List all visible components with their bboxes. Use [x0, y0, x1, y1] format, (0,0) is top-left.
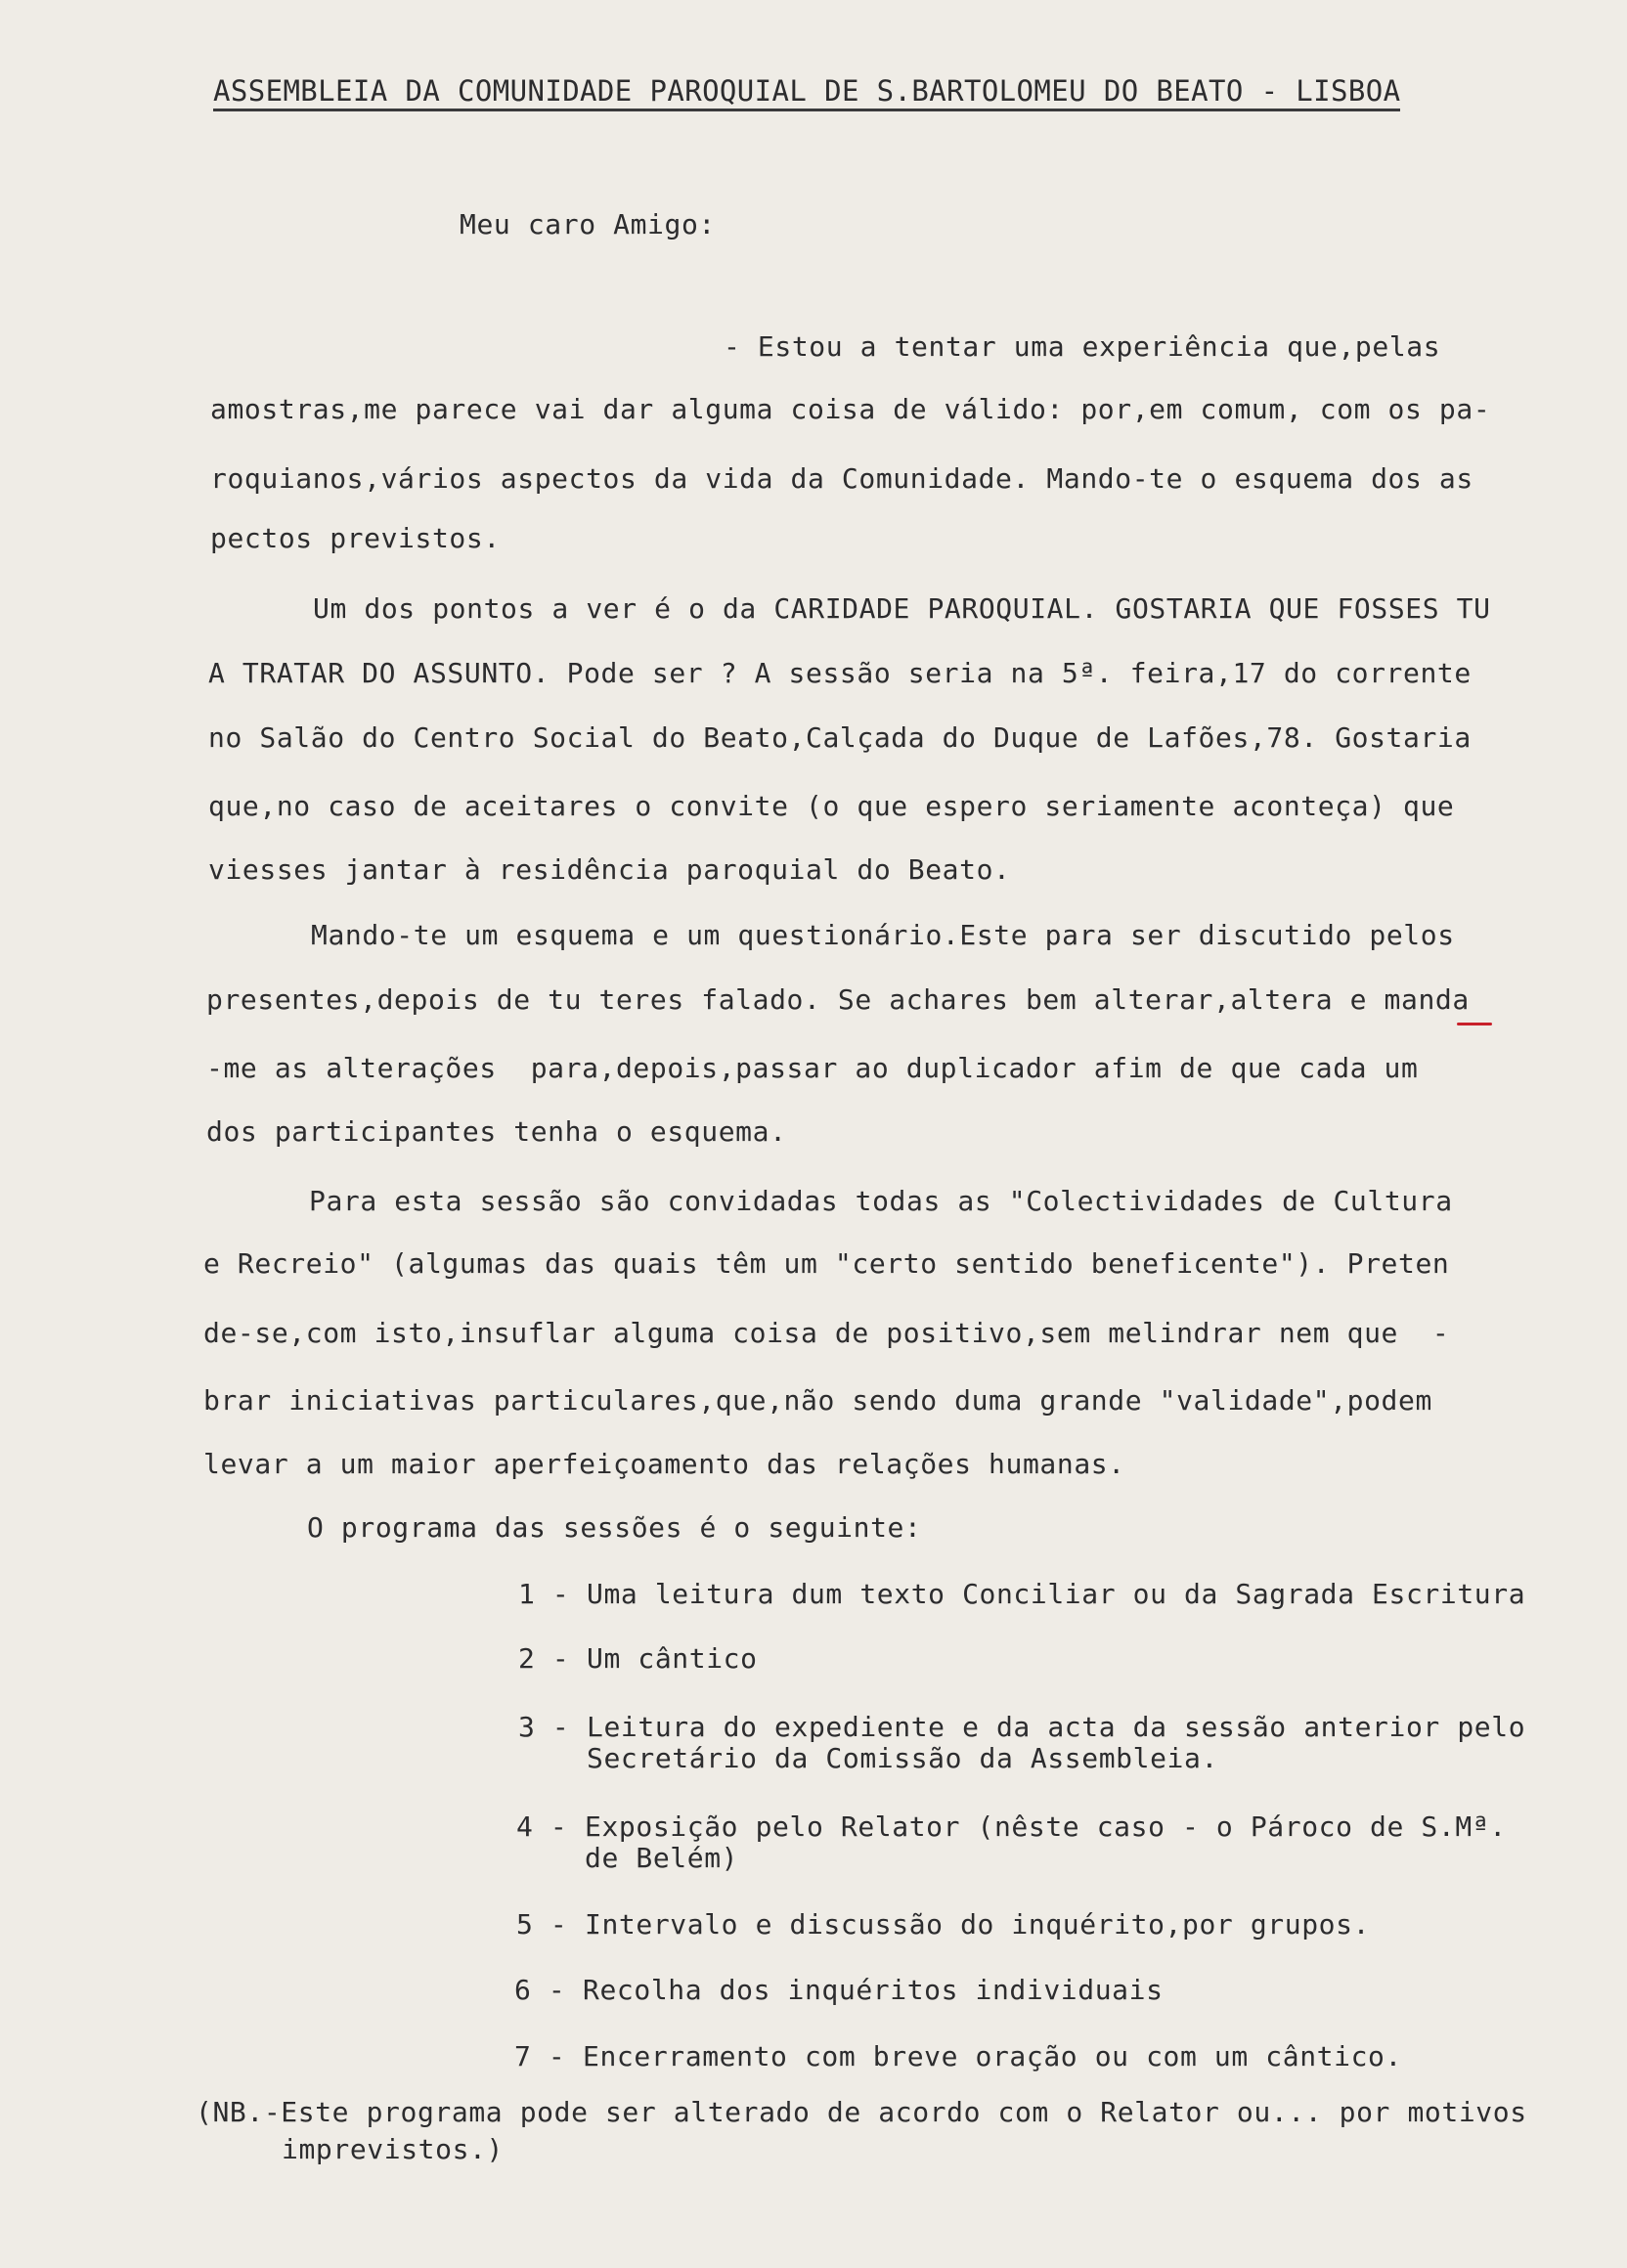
program-item-text: Leitura do expediente e da acta da sessão anterior pelo: [587, 1711, 1526, 1743]
program-item-text: Um cântico: [587, 1642, 758, 1675]
paragraph-line: brar iniciativas particulares,que,não sendo duma grande "validade",podem: [203, 1384, 1432, 1417]
document-title: ASSEMBLEIA DA COMUNIDADE PAROQUIAL DE S.BARTOLOMEU DO BEATO - LISBOA: [213, 74, 1400, 111]
nb-note: (NB.-Este programa pode ser alterado de acordo com o Relator ou... por motivos: [196, 2096, 1527, 2128]
program-item-number: 4 -: [516, 1810, 568, 1843]
paragraph-line: no Salão do Centro Social do Beato,Calçada do Duque de Lafões,78. Gostaria: [208, 721, 1472, 754]
program-intro: O programa das sessões é o seguinte:: [307, 1511, 922, 1544]
program-item-text: de Belém): [585, 1842, 739, 1874]
paragraph-line: dos participantes tenha o esquema.: [206, 1115, 787, 1148]
program-item-number: 3 -: [518, 1711, 570, 1743]
paragraph-line: levar a um maior aperfeiçoamento das relações humanas.: [203, 1448, 1125, 1480]
program-item-number: 6 -: [514, 1974, 566, 2006]
paragraph-line: de-se,com isto,insuflar alguma coisa de positivo,sem melindrar nem que -: [203, 1317, 1450, 1349]
paragraph-line: presentes,depois de tu teres falado. Se achares bem alterar,altera e manda: [206, 983, 1470, 1016]
paragraph-line: pectos previstos.: [210, 522, 501, 554]
paragraph-line: Um dos pontos a ver é o da CARIDADE PAROQUIAL. GOSTARIA QUE FOSSES TU: [313, 592, 1491, 625]
program-item-number: 5 -: [516, 1908, 568, 1941]
program-item-text: Exposição pelo Relator (nêste caso - o Pároco de S.Mª.: [585, 1810, 1507, 1843]
red-underline-mark: [1457, 1023, 1492, 1025]
paragraph-line: Para esta sessão são convidadas todas as "Colectividades de Cultura: [309, 1185, 1453, 1217]
paragraph-line: e Recreio" (algumas das quais têm um "certo sentido beneficente"). Preten: [203, 1247, 1450, 1280]
program-item-text: Secretário da Comissão da Assembleia.: [587, 1742, 1218, 1774]
program-item-text: Recolha dos inquéritos individuais: [583, 1974, 1164, 2006]
paragraph-line: -me as alterações para,depois,passar ao duplicador afim de que cada um: [206, 1052, 1419, 1084]
paragraph-line: viesses jantar à residência paroquial do Beato.: [208, 853, 1011, 886]
paragraph-line: roquianos,vários aspectos da vida da Comunidade. Mando-te o esquema dos as: [210, 462, 1473, 495]
nb-note: imprevistos.): [282, 2133, 504, 2165]
paragraph-line: - Estou a tentar uma experiência que,pelas: [724, 330, 1441, 363]
paragraph-line: que,no caso de aceitares o convite (o que espero seriamente aconteça) que: [208, 790, 1455, 822]
program-item-number: 2 -: [518, 1642, 570, 1675]
program-item-number: 1 -: [518, 1578, 570, 1610]
paragraph-line: Mando-te um esquema e um questionário.Este para ser discutido pelos: [311, 919, 1455, 951]
program-item-text: Uma leitura dum texto Conciliar ou da Sagrada Escritura: [587, 1578, 1526, 1610]
paragraph-line: A TRATAR DO ASSUNTO. Pode ser ? A sessão seria na 5ª. feira,17 do corrente: [208, 657, 1472, 689]
program-item-text: Encerramento com breve oração ou com um cântico.: [583, 2040, 1402, 2072]
program-item-number: 7 -: [514, 2040, 566, 2072]
program-item-text: Intervalo e discussão do inquérito,por grupos.: [585, 1908, 1371, 1941]
paragraph-line: amostras,me parece vai dar alguma coisa de válido: por,em comum, com os pa-: [210, 393, 1491, 425]
salutation: Meu caro Amigo:: [460, 208, 716, 240]
